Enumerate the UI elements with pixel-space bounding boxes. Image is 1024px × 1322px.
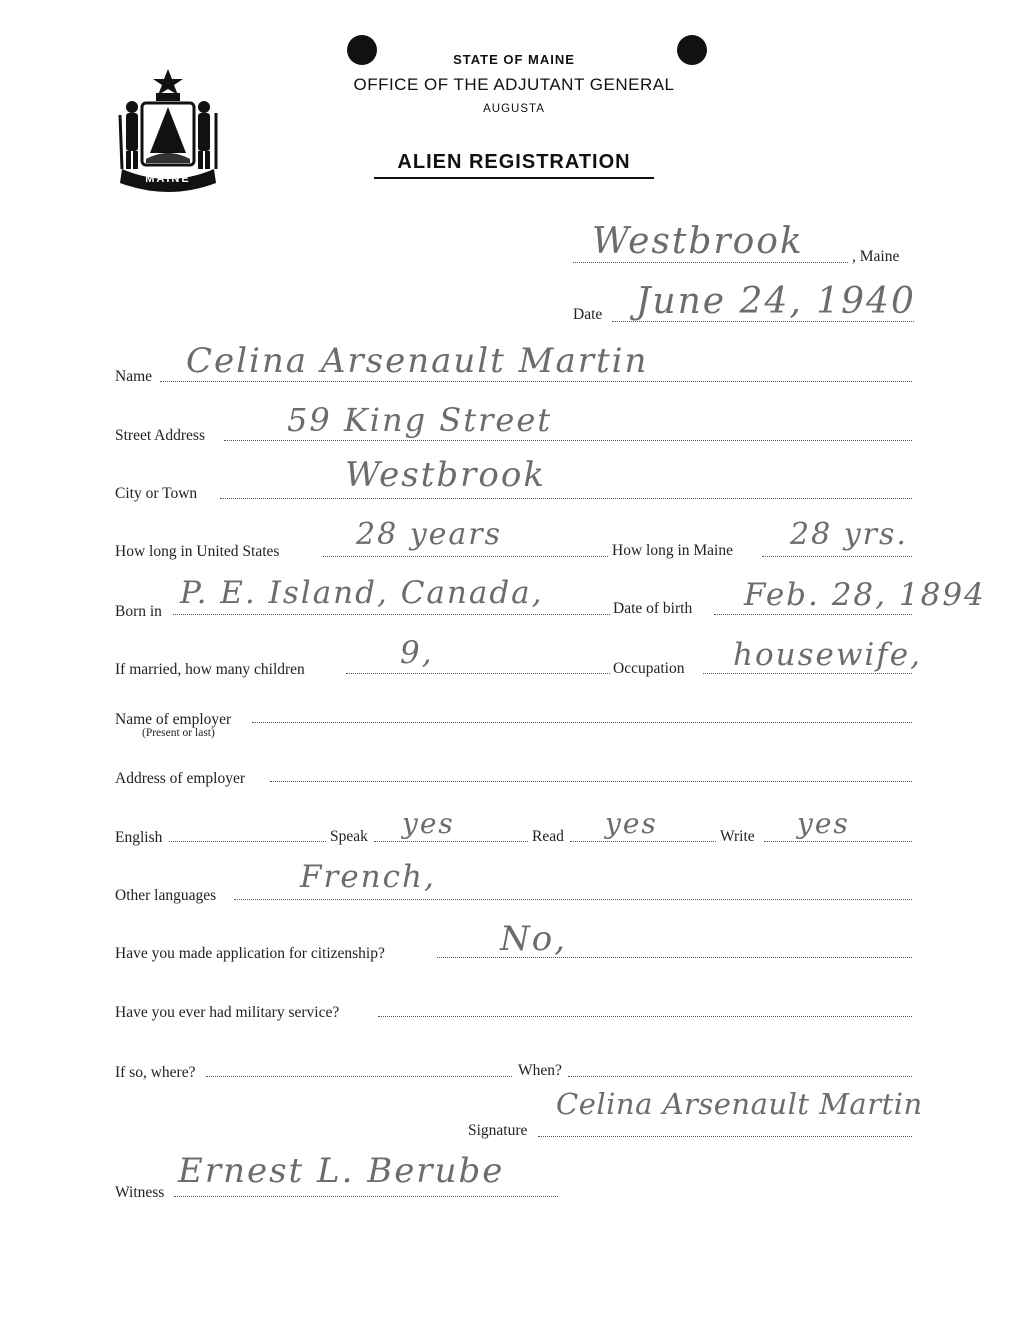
city-label: City or Town [115, 485, 198, 502]
street-address-value: 59 King Street [287, 401, 553, 439]
employer-note: (Present or last) [142, 727, 215, 739]
occupation-line [703, 673, 912, 674]
how-long-maine-value: 28 yrs. [790, 517, 908, 552]
employer-address-line [270, 781, 912, 782]
street-address-label: Street Address [115, 427, 205, 444]
punch-hole-left [347, 35, 377, 65]
english-line [169, 841, 326, 842]
citizenship-label: Have you made application for citizenship? [115, 945, 385, 962]
seal-ribbon-label: MAINE [145, 173, 191, 185]
how-long-us-value: 28 years [356, 517, 503, 552]
speak-label: Speak [330, 828, 368, 845]
children-label: If married, how many children [115, 661, 305, 678]
citizenship-value: No, [500, 919, 568, 959]
form-title: ALIEN REGISTRATION [397, 151, 631, 173]
place-value: Westbrook [592, 221, 804, 262]
signature-value: Celina Arsenault Martin [556, 1087, 923, 1121]
witness-value: Ernest L. Berube [178, 1151, 505, 1191]
occupation-value: housewife, [733, 637, 922, 673]
speak-line [374, 841, 528, 842]
if-so-where-line [206, 1076, 512, 1077]
read-line [570, 841, 716, 842]
signature-label: Signature [468, 1122, 528, 1139]
employer-address-label: Address of employer [115, 770, 245, 787]
occupation-label: Occupation [613, 660, 685, 677]
how-long-maine-line [762, 556, 912, 557]
signature-line [538, 1136, 912, 1137]
write-line [764, 841, 912, 842]
children-line [346, 673, 610, 674]
employer-name-label: Name of employer [115, 711, 232, 728]
date-value: June 24, 1940 [636, 281, 916, 322]
title-underline [374, 177, 654, 179]
employer-name-line [252, 722, 912, 723]
office-heading: OFFICE OF THE ADJUTANT GENERAL [353, 75, 675, 94]
when-label: When? [518, 1062, 562, 1079]
born-in-label: Born in [115, 603, 162, 620]
name-value: Celina Arsenault Martin [186, 341, 649, 381]
witness-label: Witness [115, 1184, 165, 1201]
read-label: Read [532, 828, 564, 845]
when-line [568, 1076, 912, 1077]
city-line [220, 498, 912, 499]
date-label: Date [573, 306, 603, 323]
children-value: 9, [400, 635, 434, 671]
other-languages-value: French, [300, 859, 436, 895]
city-heading: AUGUSTA [483, 103, 545, 115]
if-so-where-label: If so, where? [115, 1064, 196, 1081]
write-label: Write [720, 828, 755, 845]
date-of-birth-label: Date of birth [613, 600, 693, 617]
place-line [573, 262, 848, 263]
how-long-maine-label: How long in Maine [612, 542, 733, 559]
name-label: Name [115, 368, 153, 385]
other-languages-line [234, 899, 912, 900]
street-address-line [224, 440, 912, 441]
english-label: English [115, 829, 163, 846]
state-heading: STATE OF MAINE [453, 52, 575, 67]
how-long-us-line [323, 556, 608, 557]
born-in-line [173, 614, 610, 615]
date-of-birth-line [714, 614, 912, 615]
witness-line [174, 1196, 558, 1197]
punch-hole-right [677, 35, 707, 65]
read-value: yes [605, 807, 658, 840]
speak-value: yes [402, 807, 455, 840]
date-of-birth-value: Feb. 28, 1894 [744, 577, 986, 613]
military-label: Have you ever had military service? [115, 1004, 340, 1021]
how-long-us-label: How long in United States [115, 543, 280, 560]
military-line [378, 1016, 912, 1017]
born-in-value: P. E. Island, Canada, [180, 575, 544, 611]
other-languages-label: Other languages [115, 887, 217, 904]
name-line [160, 381, 912, 382]
maine-label: , Maine [852, 248, 900, 265]
city-value: Westbrook [345, 455, 546, 495]
write-value: yes [797, 807, 850, 840]
